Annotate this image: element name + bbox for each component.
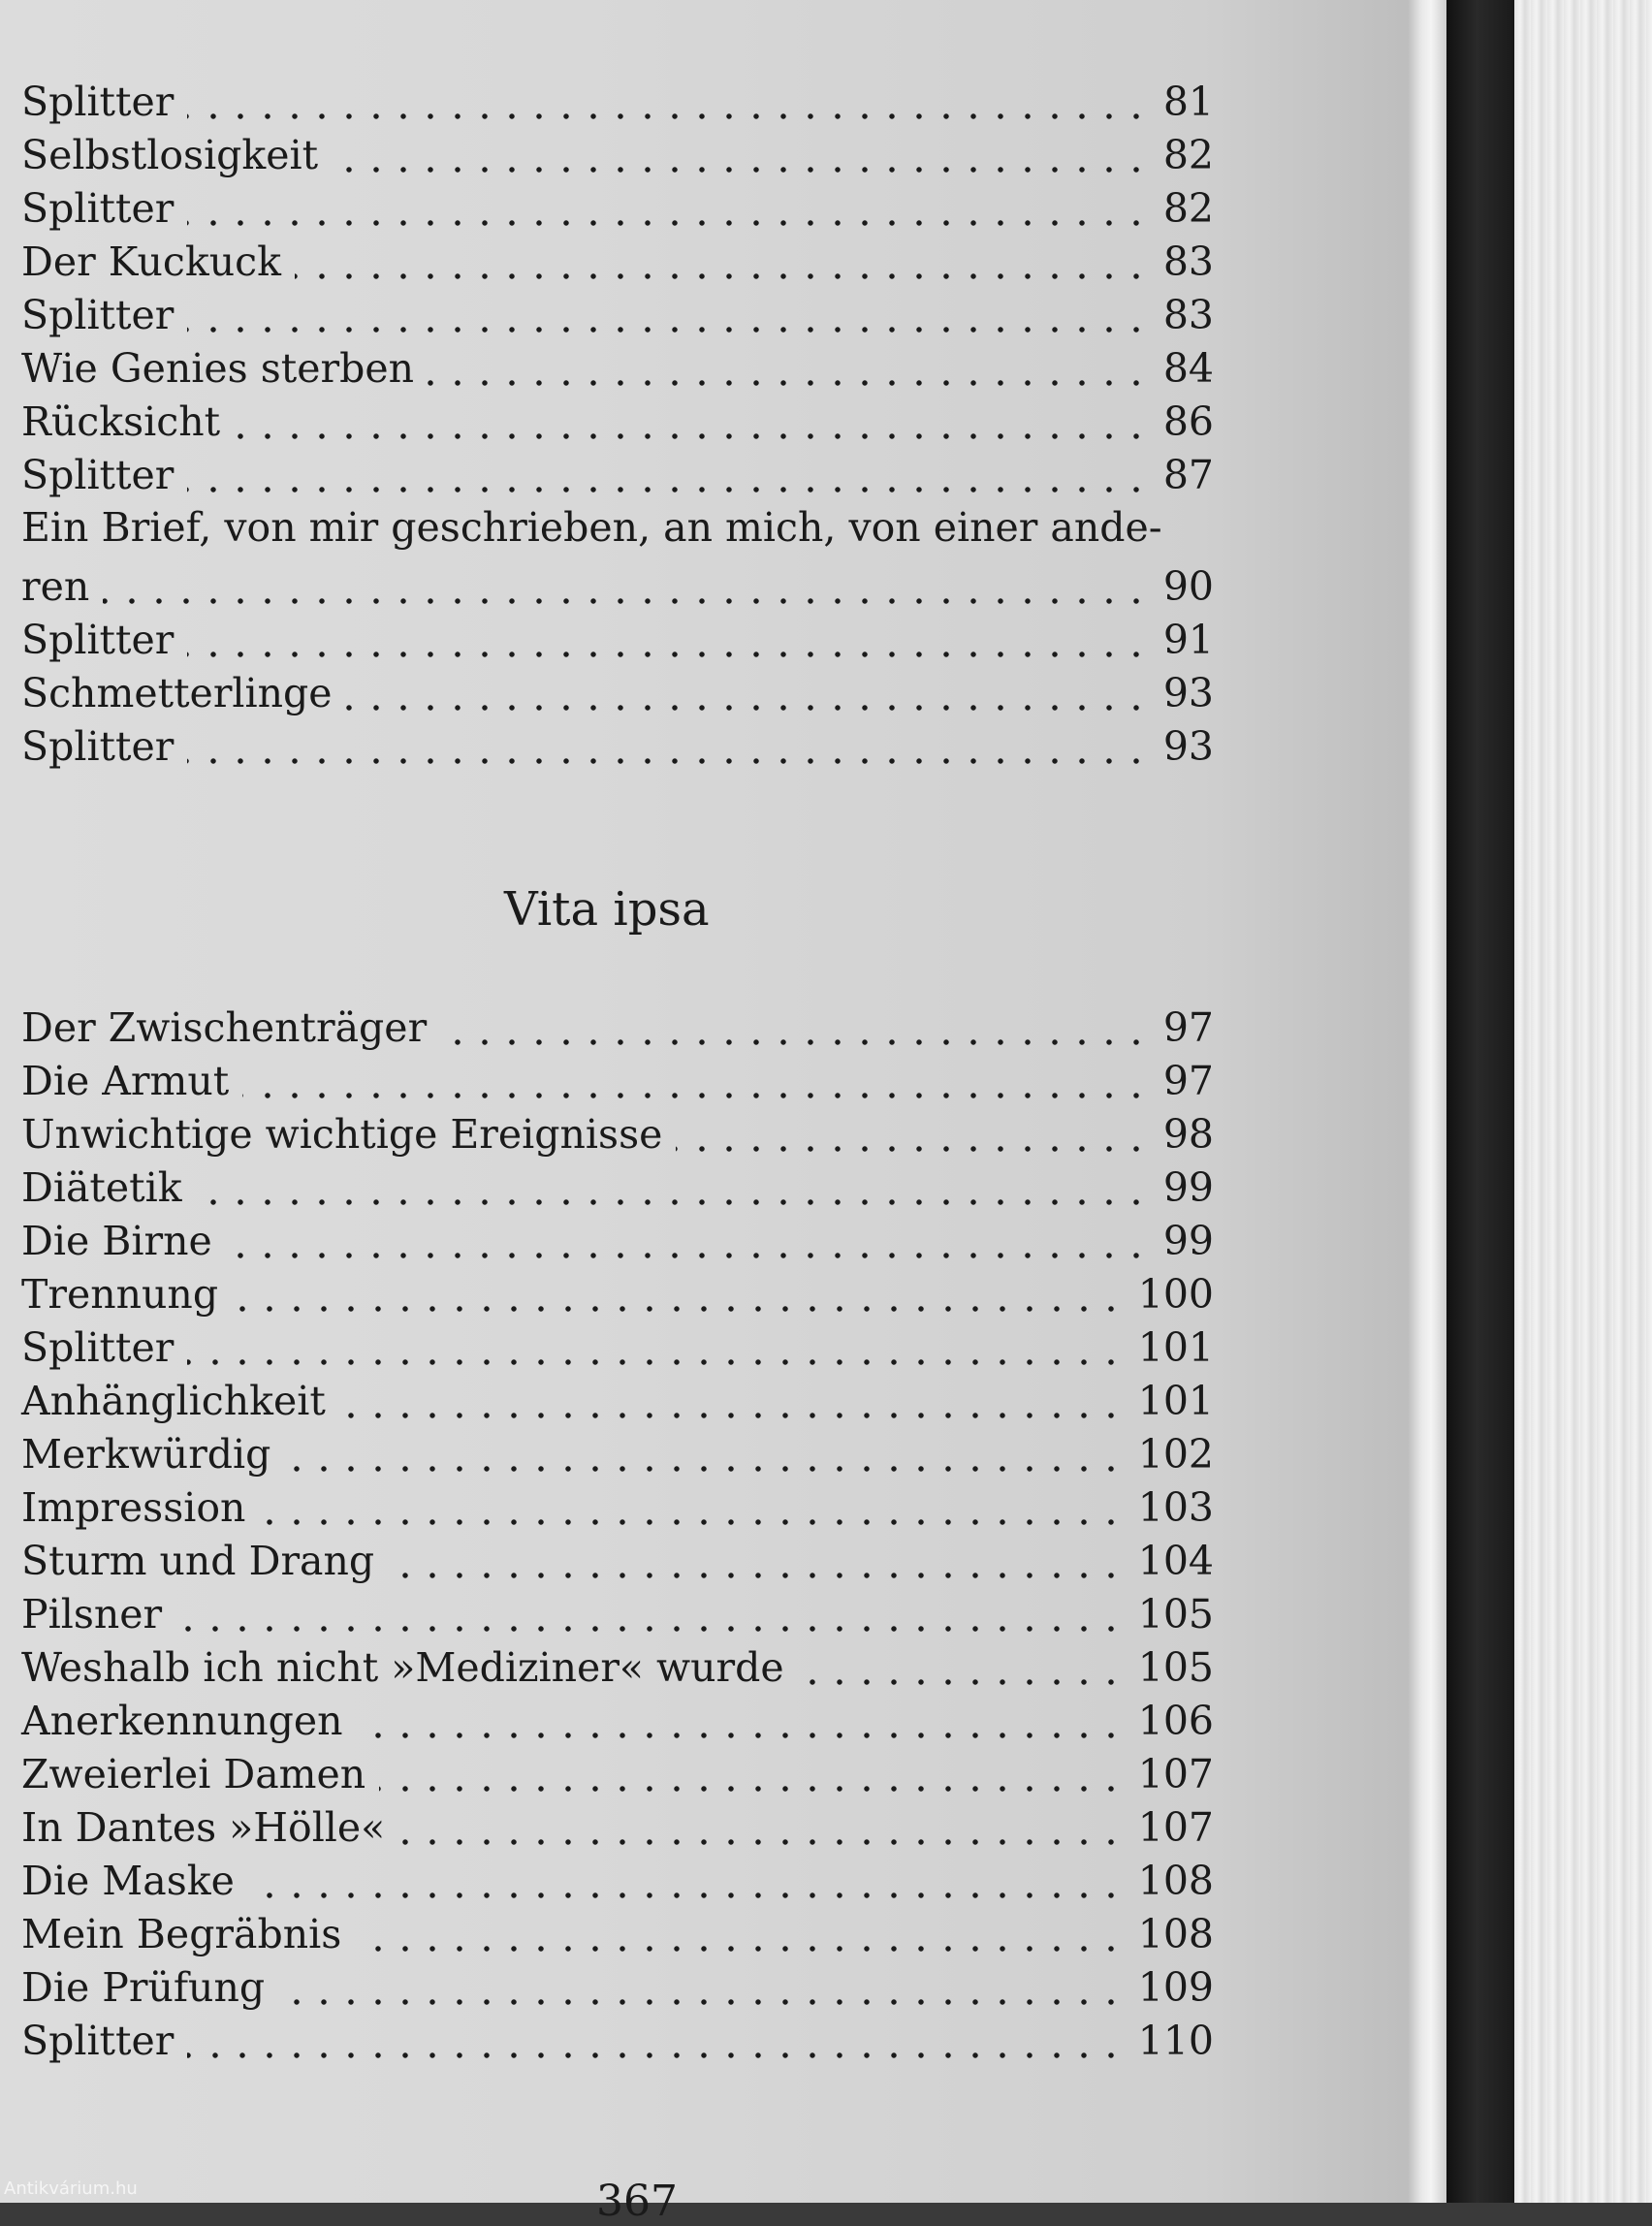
- toc-entry: [21, 1590, 1214, 1643]
- toc-entry-title: Splitter: [21, 185, 175, 232]
- toc-entry-title: Die Maske: [21, 1858, 235, 1904]
- toc-entry: [21, 1910, 1214, 1963]
- toc-entry-title: Splitter: [21, 723, 175, 770]
- dot-leader: [232, 1306, 1125, 1312]
- toc-entry-page: 97: [1162, 1058, 1214, 1104]
- dot-leader: [103, 598, 1150, 604]
- toc-entry-title: Pilsner: [21, 1591, 163, 1638]
- toc-entry-page: 105: [1137, 1591, 1214, 1638]
- toc-entry-title: Splitter: [21, 452, 175, 498]
- toc-entry-title: Splitter: [21, 2018, 175, 2064]
- dot-leader: [187, 327, 1150, 333]
- toc-entry-title: Merkwürdig: [21, 1431, 271, 1478]
- toc-entry-page: 82: [1162, 132, 1214, 178]
- toc-entry-title: Diätetik: [21, 1164, 182, 1211]
- dot-leader: [332, 167, 1150, 173]
- toc-entry-page: 90: [1162, 563, 1214, 610]
- toc-entry-page: 100: [1137, 1271, 1214, 1318]
- toc-entry: [21, 184, 1214, 238]
- toc-entry-title: Rücksicht: [21, 398, 221, 445]
- dot-leader: [295, 273, 1150, 279]
- toc-entry-title: Trennung: [21, 1271, 219, 1318]
- dot-leader: [339, 1413, 1125, 1418]
- dot-leader: [278, 1999, 1125, 2005]
- dot-leader: [187, 1359, 1125, 1365]
- dot-leader: [187, 113, 1150, 119]
- dot-leader: [187, 758, 1150, 764]
- toc-entry-page: 84: [1162, 345, 1214, 392]
- toc-entry-title: Splitter: [21, 1324, 175, 1371]
- dot-leader: [440, 1039, 1150, 1045]
- toc-entry-title: Splitter: [21, 79, 175, 125]
- dot-leader: [234, 433, 1150, 439]
- watermark: Antikvárium.hu: [4, 2178, 138, 2199]
- toc-entry-page: 97: [1162, 1004, 1214, 1051]
- toc-entry-page: 105: [1137, 1644, 1214, 1691]
- toc-entry: [21, 1377, 1214, 1430]
- toc-entry-page: 110: [1137, 2018, 1214, 2064]
- section-heading: Vita ipsa: [504, 882, 710, 937]
- dot-leader: [676, 1146, 1150, 1152]
- dot-leader: [242, 1093, 1150, 1098]
- toc-entry: [21, 1003, 1214, 1057]
- toc-entry-page: 83: [1162, 238, 1214, 285]
- toc-entry-title: Die Prüfung: [21, 1964, 266, 2011]
- toc-entry-title: Der Kuckuck: [21, 238, 281, 285]
- toc-entry: [21, 1750, 1214, 1803]
- toc-entry-title: Sturm und Drang: [21, 1538, 375, 1584]
- toc-entry: [21, 238, 1214, 291]
- toc-entry: [21, 1057, 1214, 1110]
- book-binding: [1446, 0, 1514, 2203]
- toc-entry: [21, 398, 1214, 451]
- dot-leader: [187, 220, 1150, 226]
- toc-entry-page: 98: [1162, 1111, 1214, 1158]
- toc-entry: [21, 669, 1214, 722]
- toc-entry-title: Der Zwischenträger: [21, 1004, 428, 1051]
- toc-entry-page: 83: [1162, 292, 1214, 338]
- toc-entry-page: 108: [1137, 1858, 1214, 1904]
- toc-entry: [21, 1217, 1214, 1270]
- page-edge: [1408, 0, 1446, 2203]
- toc-entry-page: 91: [1162, 617, 1214, 663]
- page-number: 367: [596, 2177, 678, 2226]
- dot-leader: [379, 1786, 1125, 1792]
- toc-entry-title: Mein Begräbnis: [21, 1911, 342, 1957]
- toc-entry-page: 82: [1162, 185, 1214, 232]
- dot-leader: [798, 1679, 1125, 1685]
- toc-entry-title: Die Birne: [21, 1218, 212, 1264]
- toc-entry: [21, 1803, 1214, 1857]
- toc-entry-title: Wie Genies sterben: [21, 345, 414, 392]
- toc-entry-title: Die Armut: [21, 1058, 230, 1104]
- toc-entry: [21, 1270, 1214, 1323]
- toc-entry-page: 93: [1162, 670, 1214, 716]
- toc-entry: [21, 451, 1214, 504]
- toc-entry-title: Anerkennungen: [21, 1698, 343, 1744]
- dot-leader: [196, 1199, 1150, 1205]
- dot-leader: [357, 1733, 1125, 1738]
- toc-entry-title-line1: Ein Brief, von mir geschrieben, an mich, von einer ande-: [21, 504, 1162, 551]
- toc-entry: [21, 131, 1214, 184]
- toc-entry-page: 93: [1162, 723, 1214, 770]
- toc-entry-title: Splitter: [21, 617, 175, 663]
- toc-list-bottom: [21, 1003, 1214, 2070]
- toc-entry-title: Selbstlosigkeit: [21, 132, 319, 178]
- toc-entry-page: 87: [1162, 452, 1214, 498]
- toc-entry: [21, 344, 1214, 398]
- toc-entry-title: Schmetterlinge: [21, 670, 333, 716]
- toc-entry: [21, 1643, 1214, 1697]
- toc-entry: [21, 291, 1214, 344]
- dot-leader: [428, 380, 1150, 386]
- dot-leader: [187, 487, 1150, 493]
- dot-leader: [355, 1946, 1125, 1952]
- dot-leader: [398, 1839, 1125, 1845]
- toc-entry: [21, 1323, 1214, 1377]
- toc-entry-page: 101: [1137, 1324, 1214, 1371]
- toc-entry-title: Unwichtige wichtige Ereignisse: [21, 1111, 663, 1158]
- toc-entry-page: 99: [1162, 1164, 1214, 1211]
- toc-entry-page: 107: [1137, 1751, 1214, 1797]
- toc-entry: [21, 1483, 1214, 1537]
- toc-entry: [21, 2017, 1214, 2070]
- toc-entry-title: Splitter: [21, 292, 175, 338]
- dot-leader: [187, 652, 1150, 657]
- toc-entry: [21, 504, 1214, 616]
- toc-list-top: [21, 78, 1214, 776]
- toc-entry-page: 86: [1162, 398, 1214, 445]
- toc-entry: [21, 78, 1214, 131]
- toc-entry-page: 103: [1137, 1484, 1214, 1531]
- toc-entry-page: 102: [1137, 1431, 1214, 1478]
- toc-entry-page: 107: [1137, 1804, 1214, 1851]
- toc-entry-page: 109: [1137, 1964, 1214, 2011]
- toc-entry-page: 81: [1162, 79, 1214, 125]
- toc-entry-title-line2: ren: [21, 563, 90, 610]
- toc-entry-page: 108: [1137, 1911, 1214, 1957]
- toc-entry: [21, 1430, 1214, 1483]
- toc-entry-title: Anhänglichkeit: [21, 1378, 326, 1424]
- toc-entry: [21, 1537, 1214, 1590]
- background-surface: [1514, 0, 1652, 2203]
- toc-entry: [21, 1857, 1214, 1910]
- dot-leader: [175, 1626, 1125, 1632]
- dot-leader: [187, 2052, 1125, 2058]
- toc-entry: [21, 1697, 1214, 1750]
- toc-entry-page: 106: [1137, 1698, 1214, 1744]
- toc-entry-page: 99: [1162, 1218, 1214, 1264]
- dot-leader: [226, 1253, 1150, 1258]
- dot-leader: [346, 705, 1150, 711]
- toc-entry: [21, 1163, 1214, 1217]
- toc-entry-page: 104: [1137, 1538, 1214, 1584]
- toc-entry: [21, 616, 1214, 669]
- dot-leader: [284, 1466, 1125, 1472]
- toc-entry-page: 101: [1137, 1378, 1214, 1424]
- toc-entry-title: Weshalb ich nicht »Mediziner« wurde: [21, 1644, 784, 1691]
- dot-leader: [248, 1892, 1125, 1898]
- toc-entry-title: Impression: [21, 1484, 246, 1531]
- toc-entry: [21, 722, 1214, 776]
- toc-entry: [21, 1110, 1214, 1163]
- dot-leader: [259, 1519, 1125, 1525]
- toc-entry: [21, 1963, 1214, 2017]
- dot-leader: [388, 1573, 1125, 1578]
- toc-entry-title: Zweierlei Damen: [21, 1751, 366, 1797]
- toc-entry-title: In Dantes »Hölle«: [21, 1804, 386, 1851]
